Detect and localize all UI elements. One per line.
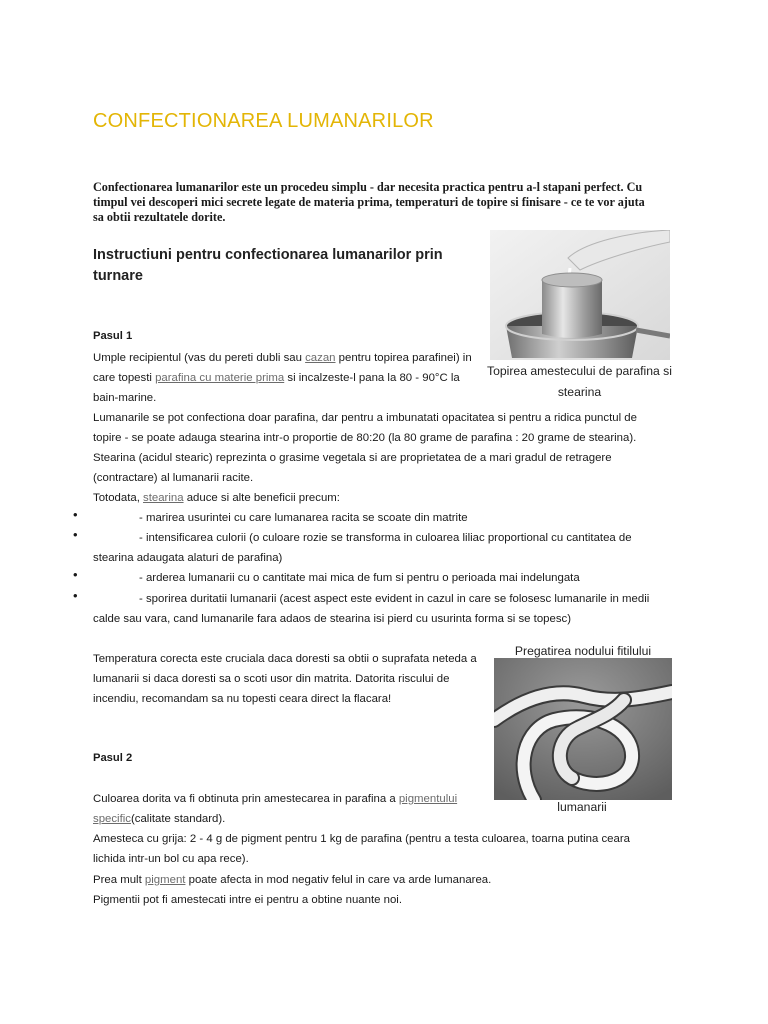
step1-label: Pasul 1 <box>93 330 133 342</box>
section-heading: Instructiuni pentru confectionarea lumanarilor prin turnare <box>93 247 443 284</box>
figure1-caption: Topirea amestecului de parafina si stearina <box>487 364 672 399</box>
list-item: - arderea lumanarii cu o cantitate mai mica de fum si pentru o perioada mai indelungata <box>139 572 580 584</box>
figure2-caption-top: Pregatirea nodului fitilului <box>514 644 652 658</box>
step2-paragraph3 <box>93 870 665 890</box>
cazan-link[interactable]: cazan <box>305 352 336 364</box>
step1-paragraph3: Stearina (acidul stearic) reprezinta o grasime vegetala si are proprietatea de a mari gradul de retragere (contractare) al lumanarii racite. <box>93 452 612 484</box>
step1-paragraph1 <box>93 348 485 408</box>
text: poate afecta in mod negativ felul in care va arde lumanarea. <box>185 874 492 886</box>
list-item: - intensificarea culorii (o culoare rozie se transforma in culoarea liliac proportional cu cantitatea de stearina adaugata alaturi de parafina) <box>93 532 632 564</box>
text: (calitate standard). <box>130 813 226 825</box>
list-item: - sporirea duritatii lumanarii (acest aspect este evident in cazul in care se folosesc lumanarile in medii calde sau vara, cand lumanarile fara adaos de stearina isi pierd cu usurinta forma si se topesc) <box>93 593 650 625</box>
knot-photo <box>494 658 672 800</box>
intro-paragraph: Confectionarea lumanarilor este un procedeu simplu - dar necesita practica pentru a-l stapani perfect. Cu timpul vei descoperi mici secrete legate de materia prima, temperaturi de topire si finisare - ce te vor ajuta sa obtii rezultatele dorite. <box>93 180 645 224</box>
pigment-link[interactable]: pigment <box>144 874 186 886</box>
text: Prea mult <box>93 874 145 886</box>
melting-photo <box>490 230 670 360</box>
text: pentru topirea parafinei) in care topesti <box>93 352 472 384</box>
text: Culoarea dorita va fi obtinuta prin amestecarea in parafina a <box>93 793 399 805</box>
bullet-marker: • <box>73 588 78 603</box>
text: Totodata, <box>93 492 144 504</box>
pigment-specific-link[interactable]: pigmentului specific <box>93 793 458 825</box>
parafina-link[interactable]: parafina cu materie prima <box>155 372 285 384</box>
step2-paragraph1 <box>93 789 473 829</box>
wick-knot-image <box>494 658 672 800</box>
step1-paragraph5: Temperatura corecta este cruciala daca doresti sa obtii o suprafata neteda a lumanarii si daca doresti sa o scoti usor din matrita. Datorita riscului de incendiu, recomandam sa nu topesti ceara direct la flacara! <box>93 653 477 705</box>
step2-paragraph4: Pigmentii pot fi amestecati intre ei pentru a obtine nuante noi. <box>93 894 402 906</box>
step2-label: Pasul 2 <box>93 752 133 764</box>
step1-paragraph4 <box>93 488 665 508</box>
page-title: CONFECTIONAREA LUMANARILOR <box>93 110 434 132</box>
melting-pot-image <box>490 230 670 360</box>
bullet-marker: • <box>73 527 78 542</box>
list-item: - marirea usurintei cu care lumanarea racita se scoate din matrite <box>139 512 468 524</box>
step1-paragraph2: Lumanarile se pot confectiona doar parafina, dar pentru a imbunatati opacitatea si pentru a ridica punctul de topire - se poate adauga stearina intr-o proportie de 80:20 (la 80 grame de parafina : 20 grame de stearina). <box>93 412 637 444</box>
stearina-link[interactable]: stearina <box>143 492 184 504</box>
step2-paragraph2: Amesteca cu grija: 2 - 4 g de pigment pentru 1 kg de parafina (pentru a testa culoarea, toarna putina ceara lichida intr-un bol cu apa rece). <box>93 833 630 865</box>
figure2-caption-bottom: lumanarii <box>557 800 607 814</box>
bullet-marker: • <box>73 567 78 582</box>
text: aduce si alte beneficii precum: <box>183 492 340 504</box>
text: Umple recipientul (vas du pereti dubli sau <box>93 352 306 364</box>
bullet-marker: • <box>73 507 78 522</box>
text: si incalzeste-l pana la 80 - 90°C la bain-marine. <box>93 372 460 404</box>
